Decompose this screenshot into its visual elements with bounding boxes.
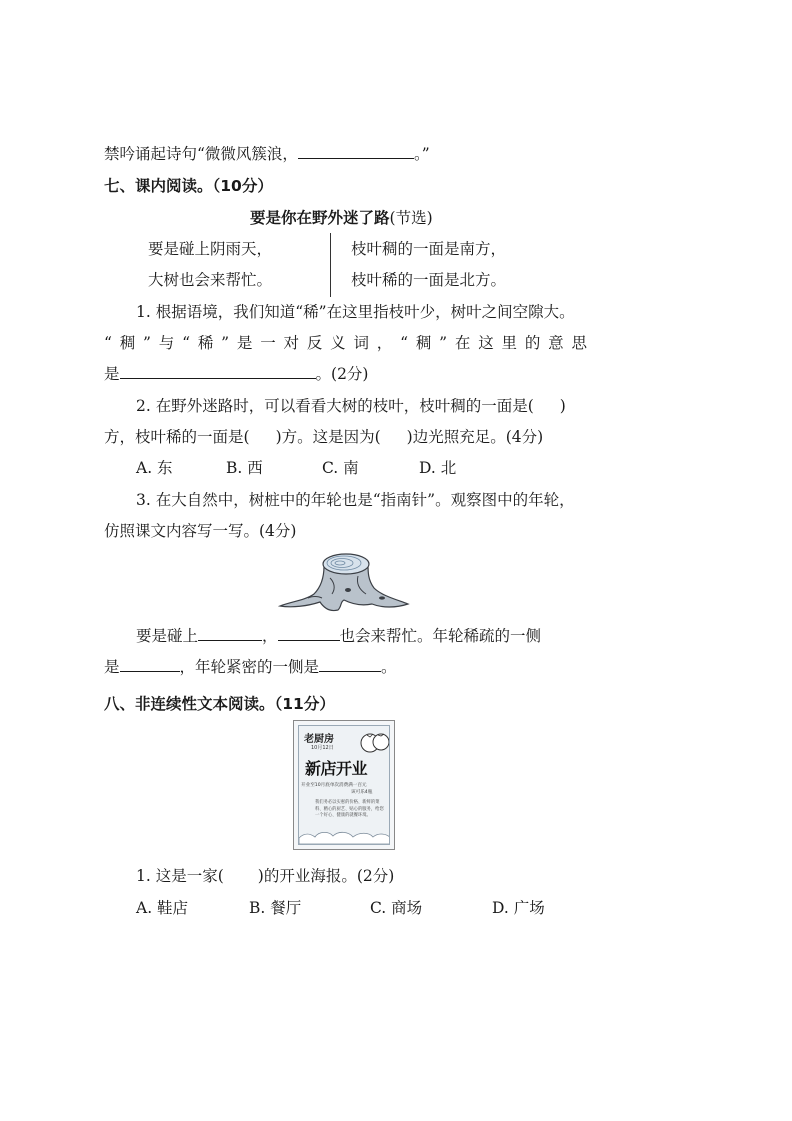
q7-2-line-1: 2. 在野外迷路时，可以看看大树的枝叶，枝叶稠的一面是( ) [136,397,566,415]
opening-poster [293,720,395,850]
text-line-poem-quote: 禁吟诵起诗句“微微风簇浪， 。” [104,145,430,163]
q7-2-option-d[interactable]: D. 北 [419,459,457,477]
q8-1-option-d[interactable]: D. 广场 [492,899,545,917]
section-7-heading: 七、课内阅读。（10分） [104,177,273,195]
q7-2-line-2: 方，枝叶稀的一面是( )方。这是因为( )边光照充足。(4分) [104,428,544,446]
poster-date: 10月12日 [311,745,334,751]
poem-divider [330,233,331,297]
poem-right-line-1: 枝叶稠的一面是南方， [351,240,507,258]
poem-left-line-2: 大树也会来帮忙。 [148,271,273,289]
poster-inner [298,725,390,845]
poster-body: 我们务必以实惠的价格、新鲜的菜料、精心的厨艺、贴心的服务，给您一个好心、健康的就餐环境。 [315,800,384,818]
answer-blank[interactable] [198,626,262,641]
section-8-heading: 八、非连续性文本阅读。（11分） [104,695,335,713]
q7-2-option-b[interactable]: B. 西 [226,459,263,477]
tree-stump-illustration [278,548,410,614]
poem-left-line-1: 要是碰上阴雨天， [148,240,273,258]
poem-title: 要是你在野外迷了路(节选) [250,209,433,227]
q8-1-option-a[interactable]: A. 鞋店 [136,899,189,917]
q8-1-option-c[interactable]: C. 商场 [370,899,423,917]
answer-blank[interactable] [278,626,340,641]
answer-blank[interactable] [319,657,381,672]
q7-2-option-a[interactable]: A. 东 [136,459,173,477]
answer-blank[interactable] [120,657,180,672]
poster-title: 老厨房 [304,734,334,745]
poster-offer: 开业至10月底单次消费满一百元 [301,783,367,788]
answer-blank[interactable] [120,364,316,379]
q7-3-fill-line-1: 要是碰上 ， 也会来帮忙。年轮稀疏的一侧 [136,627,542,645]
q7-1-line-1: 1. 根据语境，我们知道“稀”在这里指枝叶少，树叶之间空隙大。 [136,303,575,321]
q7-3-line-2: 仿照课文内容写一写。(4分) [104,522,297,540]
cloud-decoration [299,826,390,844]
poster-offer-2: 该可乐4瓶 [351,790,373,795]
q8-1-line: 1. 这是一家( )的开业海报。(2分) [136,867,395,885]
q7-1-line-3: 是 。(2分) [104,365,369,383]
q7-1-line-2: “稠”与“稀”是一对反义词，“稠”在这里的意思 [104,334,587,352]
poster-headline: 新店开业 [305,759,368,778]
tomato-icon [357,730,390,754]
poem-right-line-2: 枝叶稀的一面是北方。 [351,271,507,289]
q7-3-line-1: 3. 在大自然中，树桩中的年轮也是“指南针”。观察图中的年轮， [136,491,575,509]
q8-1-option-b[interactable]: B. 餐厅 [249,899,302,917]
q7-3-fill-line-2: 是 ，年轮紧密的一侧是 。 [104,658,397,676]
answer-blank[interactable] [298,144,414,159]
q7-2-option-c[interactable]: C. 南 [322,459,359,477]
